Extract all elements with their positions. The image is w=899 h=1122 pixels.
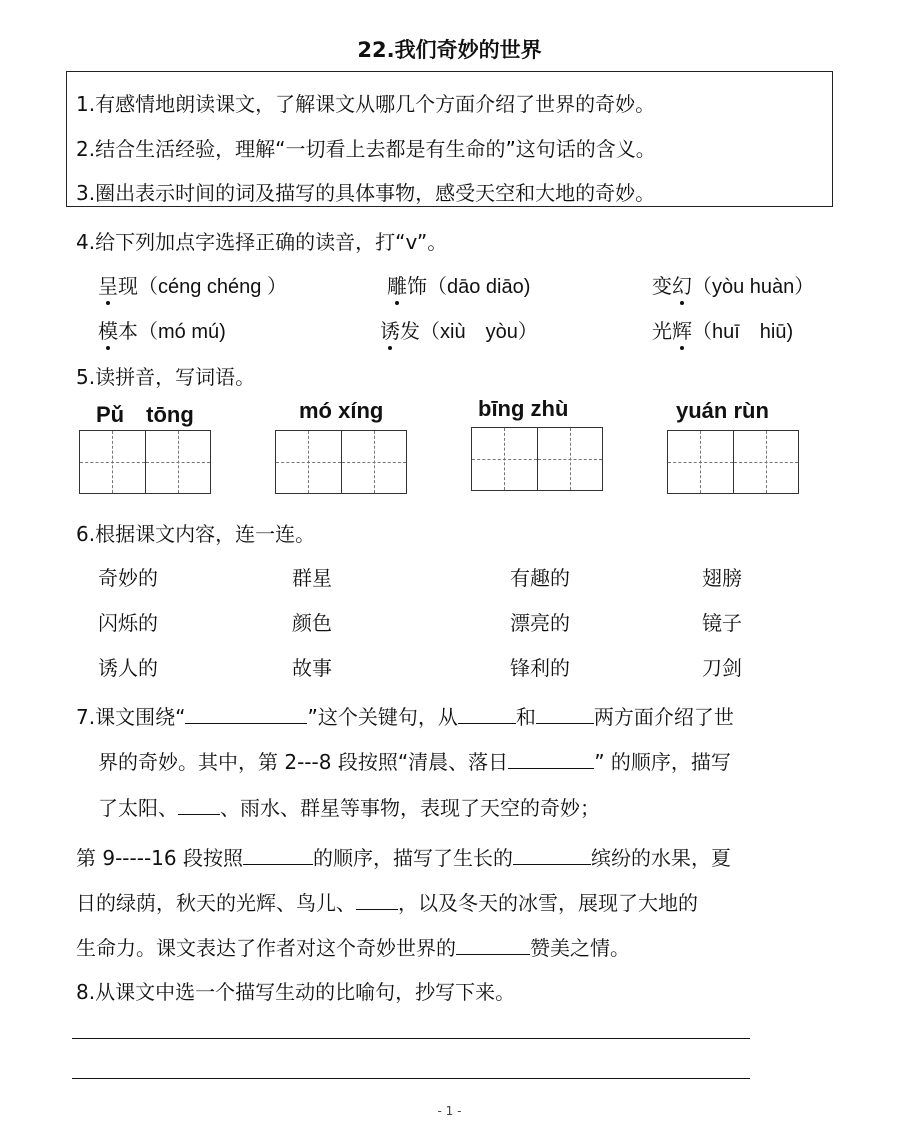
answer-line-1[interactable] — [72, 1038, 750, 1039]
blank[interactable] — [458, 722, 516, 724]
char: 发 — [400, 319, 420, 343]
text: 两方面介绍了世 — [593, 705, 734, 729]
text: 第 9-----16 段按照 — [76, 846, 243, 870]
char: 变 — [652, 274, 672, 298]
page-number: - 1 - — [437, 1104, 462, 1118]
blank[interactable] — [185, 722, 307, 724]
dotted-char: 呈 — [98, 270, 118, 299]
q4-item-1 — [98, 270, 287, 299]
pinyin-options[interactable]: （yòu huàn） — [692, 276, 815, 298]
q7-line-1 — [76, 701, 734, 730]
match-item[interactable]: 刀剑 — [702, 656, 742, 680]
match-item[interactable]: 闪烁的 — [98, 611, 158, 635]
text: 日的绿荫，秋天的光辉、鸟儿、 — [76, 891, 356, 915]
q7-line-3 — [98, 792, 600, 821]
q4-item-6 — [652, 315, 793, 344]
blank[interactable] — [243, 863, 313, 865]
match-item[interactable]: 镜子 — [702, 611, 742, 635]
q4-item-4 — [98, 315, 226, 344]
q7-line-4 — [76, 842, 731, 871]
pinyin-options[interactable]: （dāo diāo) — [427, 276, 531, 298]
writing-grid-2[interactable] — [275, 430, 407, 494]
dotted-char: 模 — [98, 315, 118, 344]
text: ” 的顺序，描写 — [594, 750, 731, 774]
pinyin-options[interactable]: （xiù yòu） — [420, 321, 538, 343]
text: 和 — [515, 705, 536, 729]
blank[interactable] — [513, 863, 591, 865]
page-title: 22.我们奇妙的世界 — [357, 38, 542, 62]
dotted-char: 雕 — [387, 270, 407, 299]
q7-line-2 — [98, 746, 731, 775]
question-5-prompt: 5.读拼音，写词语。 — [76, 365, 256, 389]
char: 现 — [118, 274, 138, 298]
pinyin-options[interactable]: （mó mú) — [138, 321, 226, 343]
question-8-prompt: 8.从课文中选一个描写生动的比喻句，抄写下来。 — [76, 980, 516, 1004]
text: ，以及冬天的冰雪，展现了大地的 — [398, 891, 698, 915]
q5-pinyin-4: yuán rùn — [676, 398, 769, 423]
dotted-char: 诱 — [380, 315, 400, 344]
blank[interactable] — [456, 953, 530, 955]
objective-2: 2.结合生活经验，理解“一切看上去都是有生命的”这句话的含义。 — [76, 137, 656, 161]
text: 7.课文围绕“ — [76, 705, 186, 729]
match-item[interactable]: 锋利的 — [510, 656, 570, 680]
question-6-prompt: 6.根据课文内容，连一连。 — [76, 522, 316, 546]
q4-item-5 — [380, 315, 538, 344]
char: 本 — [118, 319, 138, 343]
match-item[interactable]: 有趣的 — [510, 566, 570, 590]
writing-grid-1[interactable] — [79, 430, 211, 494]
text: 生命力。课文表达了作者对这个奇妙世界的 — [76, 936, 456, 960]
text: ”这个关键句，从 — [307, 705, 458, 729]
text: 、雨水、群星等事物，表现了天空的奇妙； — [220, 796, 600, 820]
objective-1: 1.有感情地朗读课文，了解课文从哪几个方面介绍了世界的奇妙。 — [76, 92, 656, 116]
text: 的顺序，描写了生长的 — [312, 846, 513, 870]
blank[interactable] — [356, 908, 398, 910]
q5-pinyin-3: bīng zhù — [478, 396, 569, 421]
text: 缤纷的水果，夏 — [590, 846, 731, 870]
answer-line-2[interactable] — [72, 1078, 750, 1079]
q4-item-3 — [652, 270, 814, 299]
text: 赞美之情。 — [530, 936, 630, 960]
question-4-prompt: 4.给下列加点字选择正确的读音，打“v”。 — [76, 230, 448, 254]
match-item[interactable]: 奇妙的 — [98, 566, 158, 590]
blank[interactable] — [536, 722, 594, 724]
blank[interactable] — [508, 767, 594, 769]
dotted-char: 幻 — [672, 270, 692, 299]
q7-line-5 — [76, 887, 698, 916]
q5-pinyin-2: mó xíng — [299, 398, 384, 423]
objective-3: 3.圈出表示时间的词及描写的具体事物，感受天空和大地的奇妙。 — [76, 181, 656, 205]
q7-line-6 — [76, 932, 630, 961]
blank[interactable] — [178, 813, 220, 815]
char: 饰 — [407, 274, 427, 298]
writing-grid-3[interactable] — [471, 427, 603, 491]
writing-grid-4[interactable] — [667, 430, 799, 494]
pinyin-options[interactable]: （céng chéng ） — [138, 276, 287, 298]
match-item[interactable]: 漂亮的 — [510, 611, 570, 635]
q5-pinyin-1: Pǔ tōng — [96, 402, 194, 427]
q4-item-2 — [387, 270, 530, 299]
match-item[interactable]: 诱人的 — [98, 656, 158, 680]
match-item[interactable]: 翅膀 — [702, 566, 742, 590]
pinyin-options[interactable]: （huī hiū) — [692, 321, 794, 343]
match-item[interactable]: 颜色 — [292, 611, 332, 635]
text: 了太阳、 — [98, 796, 178, 820]
match-item[interactable]: 群星 — [292, 566, 332, 590]
match-item[interactable]: 故事 — [292, 656, 332, 680]
dotted-char: 辉 — [672, 315, 692, 344]
char: 光 — [652, 319, 672, 343]
text: 界的奇妙。其中，第 2---8 段按照“清晨、落日 — [98, 750, 509, 774]
